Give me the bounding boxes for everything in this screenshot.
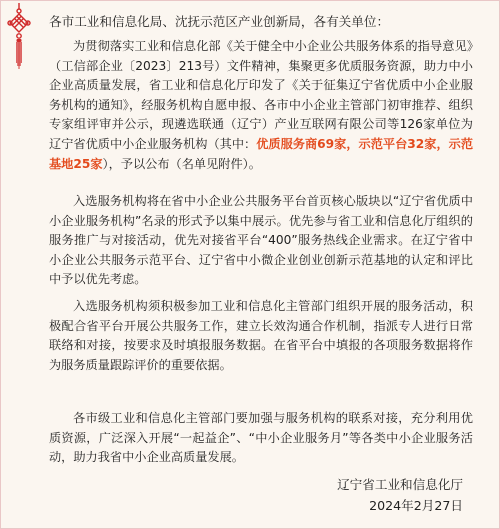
issue-date: 2024年2月27日 [369,498,463,513]
signature-block [337,474,463,516]
salutation: 各市工业和信息化局、沈抚示范区产业创新局，各有关单位： [49,14,390,29]
highlighted-counts: 优质服务商69家，示范平台32家，示范基地25家 [49,136,474,171]
paragraph-2: 入选服务机构将在省中小企业公共服务平台首页核心版块以“辽宁省优质中小企业服务机构”名录的形式予以集中展示。优先参与省工业和信息化厅组织的服务推广与对接活动，优先对接省平台“400”服务热线企业需求。在辽宁省中小企业公共服务示范平台、辽宁省中小微企业创业创新示范基地的认定和评比中予以优先考虑。 [49,194,473,287]
paragraph-1-text-a: 为贯彻落实工业和信息化部《关于健全中小企业公共服务体系的指导意见》（工信部企业〔2023〕213号）文件精神，集聚更多优质服务资源，助力中小企业高质量发展，省工业和信息化厅印发了《关于征集辽宁省优质中小企业服务机构的通知》，经服务机构自愿申报、各市中小企业主管部门初审推荐、组织专家组评审并公示，现遴选联通（辽宁）产业互联网有限公司等126家单位为辽宁省优质中小企业服务机构（其中： [49,39,473,151]
paragraph-1-text-b: ），予以公布（名单见附件）。 [102,156,261,171]
issuing-organization: 辽宁省工业和信息化厅 [337,477,463,492]
chinese-knot-icon [7,3,31,71]
paragraph-1 [49,37,473,174]
paragraph-3: 入选服务机构须积极参加工业和信息化主管部门组织开展的服务活动，积极配合省平台开展公共服务工作，建立长效沟通合作机制，指派专人进行日常联络和对接，按要求及时填报服务数据。在省平台中填报的各项服务数据将作为服务质量跟踪评价的重要依据。 [49,299,473,372]
paragraph-4: 各市级工业和信息化主管部门要加强与服务机构的联系对接，充分利用优质资源，广泛深入开展“一起益企”、“中小企业服务月”等各类中小企业服务活动，助力我省中小企业高质量发展。 [49,411,473,465]
